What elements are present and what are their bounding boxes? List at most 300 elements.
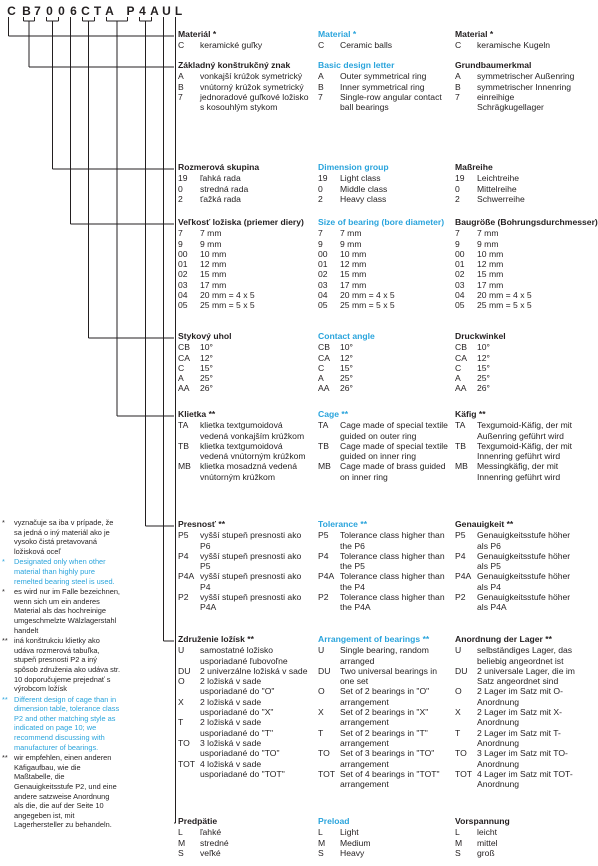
code-row [178, 759, 310, 780]
code-value: 03 [455, 279, 465, 290]
code-letter: C [7, 4, 16, 18]
code-description: Leichtreihe [477, 173, 520, 184]
section-column-sk [178, 60, 310, 112]
code-description: Cage made of special textile guided on inner ring [340, 440, 448, 462]
code-description: 15 mm [477, 269, 504, 280]
code-row [318, 184, 450, 194]
code-value: TO [318, 748, 330, 759]
code-value: A [318, 373, 324, 384]
code-value: 03 [318, 279, 328, 290]
code-row [455, 461, 582, 482]
section-title: Cage ** [318, 409, 349, 419]
code-value: 04 [455, 290, 465, 301]
section-column-de [455, 217, 598, 311]
code-value: P4 [178, 550, 189, 561]
code-description: 4 ložiská v sade usporiadané do "TOT" [200, 758, 285, 779]
code-description: 20 mm = 4 x 5 [200, 290, 255, 301]
code-value: P4A [455, 571, 472, 582]
code-description: 7 mm [477, 228, 499, 239]
code-row [318, 728, 450, 749]
code-description: Middle class [340, 183, 388, 194]
code-value: 05 [178, 300, 188, 311]
code-value: 01 [318, 259, 328, 270]
code-row [178, 530, 310, 551]
section-title: Dimension group [318, 162, 389, 172]
footnote [2, 753, 120, 830]
code-row [178, 92, 310, 113]
code-row [455, 259, 582, 269]
code-value: C [318, 362, 325, 373]
code-row [318, 259, 450, 269]
section-title: Predpätie [178, 816, 218, 826]
code-value: P5 [455, 530, 466, 541]
code-value: 2 [318, 193, 323, 204]
code-value: P4 [318, 550, 329, 561]
code-row [178, 738, 310, 759]
code-row [455, 71, 582, 81]
section-title: Veľkosť ložiska (priemer diery) [178, 217, 304, 227]
code-description: 20 mm = 4 x 5 [340, 290, 395, 301]
code-description: 26° [200, 383, 213, 394]
code-value: TB [318, 440, 329, 451]
code-row [178, 848, 310, 858]
code-row [318, 353, 450, 363]
code-value: 7 [318, 228, 323, 239]
section-title: Klietka ** [178, 409, 216, 419]
code-row [178, 461, 310, 482]
code-value: 2 [178, 193, 183, 204]
code-row [178, 666, 310, 676]
code-value: U [318, 645, 325, 656]
code-value: T [455, 727, 461, 738]
code-description: 2 Lager im Satz mit T-Anordnung [477, 727, 561, 748]
section-column-sk [178, 634, 310, 779]
code-row [178, 173, 310, 183]
code-value: AA [318, 383, 330, 394]
section-column-de [455, 519, 582, 613]
code-description: 15° [477, 362, 490, 373]
code-value: 05 [455, 300, 465, 311]
code-row [318, 269, 450, 279]
code-description: 9 mm [477, 238, 499, 249]
code-row [455, 184, 582, 194]
footnote-mark: ** [2, 694, 8, 704]
code-description: Tolerance class higher than the P5 [340, 550, 445, 572]
code-row [455, 280, 582, 290]
code-description: klietka mosadzná vedená vnútorným krúžkom [200, 461, 297, 482]
code-row [318, 290, 450, 300]
section-column-en [318, 409, 450, 482]
code-row [178, 827, 310, 837]
code-value: 7 [178, 228, 183, 239]
section-title: Druckwinkel [455, 331, 506, 341]
code-letter: B [22, 4, 31, 18]
code-description: 25 mm = 5 x 5 [477, 300, 532, 311]
section-title: Rozmerová skupina [178, 162, 260, 172]
code-letter: 7 [34, 4, 41, 18]
code-row [318, 239, 450, 249]
code-row [318, 82, 450, 92]
section-title: Material * [455, 29, 494, 39]
code-row [318, 838, 450, 848]
section-title: Materiál * [178, 29, 217, 39]
code-description: Schwerreihe [477, 193, 525, 204]
code-value: A [178, 373, 184, 384]
code-value: AA [178, 383, 190, 394]
code-row [318, 686, 450, 707]
code-row [318, 363, 450, 373]
section-column-de [455, 409, 582, 482]
code-value: TA [318, 420, 329, 431]
code-value: P4A [178, 571, 195, 582]
footnote-text: Designated only when other material than highly pure remelted bearing steel is used. [14, 557, 115, 586]
code-row [318, 666, 450, 687]
code-value: 7 [318, 91, 323, 102]
code-description: Light class [340, 173, 381, 184]
code-row [178, 184, 310, 194]
code-letter: C [81, 4, 90, 18]
code-row [455, 530, 582, 551]
section-column-en [318, 519, 450, 613]
code-row [178, 363, 310, 373]
code-description: symmetrischer Innenring [477, 81, 572, 92]
code-row [178, 40, 310, 50]
code-letter: L [174, 4, 183, 18]
code-value: X [455, 707, 461, 718]
code-value: P2 [178, 592, 189, 603]
code-description: Texgumoid-Käfig, der mit Innenring geführt wird [477, 440, 573, 462]
footnote-mark: ** [2, 753, 8, 763]
code-description: Set of 2 bearings in "X" arrangement [340, 707, 429, 728]
code-value: T [178, 717, 184, 728]
code-row [318, 461, 450, 482]
code-letter: 6 [70, 4, 77, 18]
code-row [178, 717, 310, 738]
code-description: Outer symmetrical ring [340, 71, 427, 82]
section-title: Základný konštrukčný znak [178, 60, 291, 70]
code-description: 2 ložiská v sade usporiadané do "O" [200, 676, 275, 697]
code-row [178, 551, 310, 572]
code-value: CA [178, 352, 190, 363]
code-value: TO [178, 737, 190, 748]
code-row [318, 441, 450, 462]
code-description: 12 mm [340, 259, 367, 270]
code-row [318, 848, 450, 858]
footnote-mark: ** [2, 636, 8, 646]
code-value: DU [455, 665, 468, 676]
code-value: 0 [318, 183, 323, 194]
code-description: Set of 2 bearings in "T" arrangement [340, 727, 428, 748]
code-row [318, 551, 450, 572]
code-row [455, 748, 582, 769]
code-description: Medium [340, 837, 371, 848]
code-row [178, 249, 310, 259]
code-description: 2 ložiská v sade usporiadané do "X" [200, 696, 274, 718]
code-row [455, 645, 582, 666]
code-value: O [455, 686, 462, 697]
code-value: TOT [178, 758, 196, 769]
code-value: 9 [318, 238, 323, 249]
code-description: 15° [340, 362, 353, 373]
code-value: 00 [318, 248, 328, 259]
code-value: TA [455, 420, 466, 431]
code-row [178, 300, 310, 310]
code-value: U [455, 645, 462, 656]
section-title: Presnosť ** [178, 519, 226, 529]
code-row [455, 848, 582, 858]
code-description: stredné [200, 837, 229, 848]
code-value: TB [455, 440, 466, 451]
code-row [318, 420, 450, 441]
code-value: 04 [178, 290, 188, 301]
code-description: Genauigkeitsstufe höher als P5 [477, 550, 571, 572]
code-description: 10 mm [477, 248, 504, 259]
code-description: Set of 3 bearings in "TO" arrangement [340, 748, 435, 769]
code-description: vyšší stupeň presnosti ako P6 [200, 530, 302, 551]
section-column-sk [178, 162, 310, 204]
code-value: P2 [318, 592, 329, 603]
code-description: Single-row angular contact ball bearings [340, 91, 442, 113]
code-letter: A [105, 4, 114, 18]
code-value: C [455, 40, 462, 51]
code-description: 3 ložiská v sade usporiadané do "TO" [200, 737, 280, 759]
code-value: M [318, 837, 326, 848]
code-row [178, 420, 310, 441]
code-description: 15° [200, 362, 213, 373]
footnote-text: wir empfehlen, einen anderen Käfigaufbau, wie die Maßtabelle, die Genauigkeitsstufe P2, und eine andere satzweise Anordnung als die, die auf der Seite 10 angegeben ist, mit Lagerhersteller zu behandeln. [14, 753, 117, 830]
code-value: TO [455, 748, 467, 759]
code-row [318, 342, 450, 352]
code-value: 7 [455, 91, 460, 102]
section-title: Grundbaumerkmal [455, 60, 532, 70]
code-description: 7 mm [340, 228, 362, 239]
code-description: ľahká rada [200, 173, 241, 184]
code-row [455, 353, 582, 363]
code-row [455, 592, 582, 613]
code-description: 25° [200, 373, 213, 384]
code-description: symmetrischer Außenring [477, 71, 575, 82]
section-title: Anordnung der Lager ** [455, 634, 552, 644]
code-description: veľké [200, 847, 221, 858]
code-row [318, 228, 450, 238]
section-title: Genauigkeit ** [455, 519, 514, 529]
code-value: 05 [318, 300, 328, 311]
code-description: Two universal bearings in one set [340, 665, 437, 687]
code-description: samostatné ložisko usporiadané ľubovoľne [200, 645, 288, 666]
code-row [455, 173, 582, 183]
footnote [2, 587, 120, 635]
code-row [455, 571, 582, 592]
section-title: Käfig ** [455, 409, 486, 419]
code-description: 25 mm = 5 x 5 [200, 300, 255, 311]
code-description: 25° [477, 373, 490, 384]
code-letter: 4 [139, 4, 146, 18]
code-letter: 0 [58, 4, 65, 18]
section-column-sk [178, 816, 310, 858]
code-row [455, 728, 582, 749]
code-value: A [318, 71, 324, 82]
code-value: 19 [455, 173, 465, 184]
code-description: 12° [340, 352, 353, 363]
code-description: 2 Lager im Satz mit O-Anordnung [477, 686, 563, 707]
code-row [318, 769, 450, 790]
code-value: AA [455, 383, 467, 394]
section-title: Združenie ložísk ** [178, 634, 254, 644]
code-row [318, 748, 450, 769]
code-row [455, 551, 582, 572]
code-description: Tolerance class higher than the P6 [340, 530, 445, 551]
code-value: P5 [178, 530, 189, 541]
code-row [318, 300, 450, 310]
code-value: M [178, 837, 186, 848]
code-row [178, 441, 310, 462]
code-row [455, 373, 582, 383]
code-description: 15 mm [340, 269, 367, 280]
code-row [178, 571, 310, 592]
section-column-sk [178, 409, 310, 482]
code-value: 19 [178, 173, 188, 184]
code-description: Messingkäfig, der mit Innenring geführt wird [477, 461, 561, 482]
code-value: U [178, 645, 185, 656]
code-description: 17 mm [477, 279, 504, 290]
section-column-de [455, 634, 582, 789]
code-row [455, 769, 582, 790]
code-value: S [318, 847, 324, 858]
code-row [318, 592, 450, 613]
section-title: Size of bearing (bore diameter) [318, 217, 445, 227]
footnote-mark: * [2, 557, 5, 567]
code-value: L [178, 827, 183, 838]
code-description: vyšší stupeň presnosti ako P5 [200, 550, 302, 572]
section-column-de [455, 816, 582, 858]
code-value: T [318, 727, 324, 738]
code-value: 0 [455, 183, 460, 194]
section-title: Stykový uhol [178, 331, 232, 341]
code-row [455, 666, 582, 687]
code-value: 00 [178, 248, 188, 259]
section-column-en [318, 331, 450, 394]
code-value: 02 [318, 269, 328, 280]
section-title: Preload [318, 816, 350, 826]
code-value: TB [178, 440, 189, 451]
section-column-de [455, 331, 582, 394]
code-row [178, 228, 310, 238]
code-description: klietka textgumoidová vedená vnútorným krúžkom [200, 440, 306, 462]
code-description: Genauigkeitsstufe höher als P6 [477, 530, 571, 551]
code-value: 7 [455, 228, 460, 239]
code-row [455, 228, 582, 238]
code-description: 2 univerzálne ložiská v sade [200, 665, 308, 676]
code-description: selbständiges Lager, das beliebig angeordnet ist [477, 645, 573, 666]
code-value: 02 [178, 269, 188, 280]
code-description: 3 Lager im Satz mit TO-Anordnung [477, 748, 568, 769]
code-value: X [178, 696, 184, 707]
footnotes [2, 518, 120, 831]
code-value: C [178, 40, 185, 51]
code-value: CA [455, 352, 467, 363]
code-description: 2 Lager im Satz mit X-Anordnung [477, 707, 563, 728]
section-title: Arrangement of bearings ** [318, 634, 430, 644]
code-letter: P [126, 4, 135, 18]
code-row [178, 373, 310, 383]
code-description: 10 mm [200, 248, 227, 259]
code-value: B [455, 81, 461, 92]
code-row [178, 592, 310, 613]
code-value: 19 [318, 173, 328, 184]
code-row [455, 269, 582, 279]
code-description: 10° [200, 342, 213, 353]
code-value: 03 [178, 279, 188, 290]
code-description: ľahké [200, 827, 222, 838]
code-value: A [178, 71, 184, 82]
code-value: 0 [178, 183, 183, 194]
code-description: stredná rada [200, 183, 249, 194]
code-description: Tolerance class higher than the P4A [340, 592, 445, 613]
section-column-de [455, 162, 582, 204]
code-description: 12 mm [477, 259, 504, 270]
code-description: Texgumoid-Käfig, der mit Außenring geführt wird [477, 420, 573, 441]
code-row [178, 259, 310, 269]
code-row [178, 290, 310, 300]
code-value: C [318, 40, 325, 51]
code-description: 12 mm [200, 259, 227, 270]
code-letter: T [93, 4, 102, 18]
code-row [318, 280, 450, 290]
code-description: 25 mm = 5 x 5 [340, 300, 395, 311]
code-value: B [178, 81, 184, 92]
code-row [455, 827, 582, 837]
code-description: Heavy class [340, 193, 387, 204]
code-description: Mittelreihe [477, 183, 517, 194]
code-row [178, 697, 310, 718]
code-description: 12° [477, 352, 490, 363]
code-description: vonkajší krúžok symetrický [200, 71, 303, 82]
section-title: Vorspannung [455, 816, 510, 826]
code-value: CB [178, 342, 190, 353]
code-row [178, 71, 310, 81]
code-value: O [178, 676, 185, 687]
code-description: groß [477, 847, 495, 858]
code-description: Genauigkeitsstufe höher als P4 [477, 571, 571, 592]
code-row [455, 707, 582, 728]
section-column-sk [178, 217, 310, 311]
code-description: klietka textgumoidová vedená vonkajším krúžkom [200, 420, 305, 441]
code-value: 02 [455, 269, 465, 280]
code-description: einreihige Schrägkugellager [477, 91, 544, 113]
code-value: 7 [178, 91, 183, 102]
code-row [455, 194, 582, 204]
code-description: 20 mm = 4 x 5 [477, 290, 532, 301]
footnote-text: vyznačuje sa iba v prípade, že sa jedná o iný materiál ako je vysoko čistá pretavovaná ložisková oceľ [14, 518, 114, 556]
footnote [2, 695, 120, 753]
code-value: 2 [455, 193, 460, 204]
code-row [178, 82, 310, 92]
footnote-text: Different design of cage than in dimension table, tolerance class P2 and other matching style as indicated on page 10; we recommend discussing with manufacturer of bearings. [14, 694, 120, 752]
code-row [318, 373, 450, 383]
section-column-en [318, 60, 450, 112]
code-value: C [455, 362, 462, 373]
code-letter: 0 [46, 4, 53, 18]
code-row [455, 342, 582, 352]
code-description: 17 mm [340, 279, 367, 290]
code-value: MB [178, 461, 191, 472]
section-title: Contact angle [318, 331, 375, 341]
section-title: Material * [318, 29, 357, 39]
code-row [318, 249, 450, 259]
code-value: TOT [318, 768, 336, 779]
code-value: A [455, 71, 461, 82]
section-title: Tolerance ** [318, 519, 368, 529]
